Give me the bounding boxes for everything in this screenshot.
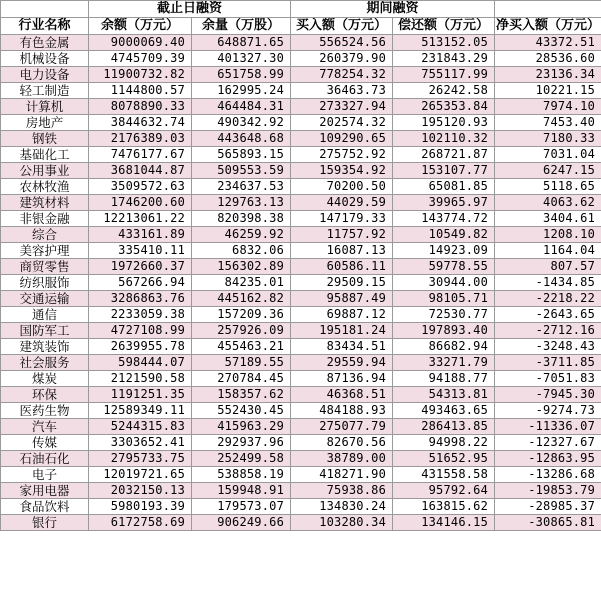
cell-balance: 3286863.76 (89, 291, 192, 307)
table-row (1, 451, 601, 467)
cell-balance: 3844632.74 (89, 115, 192, 131)
cell-industry: 电子 (1, 467, 89, 483)
cell-quantity: 156302.89 (192, 259, 291, 275)
cell-industry: 商贸零售 (1, 259, 89, 275)
cell-industry: 电力设备 (1, 67, 89, 83)
cell-quantity: 159948.91 (192, 483, 291, 499)
cell-net: 23136.34 (495, 67, 601, 83)
cell-balance: 12589349.11 (89, 403, 192, 419)
cell-net: 10221.15 (495, 83, 601, 99)
cell-industry: 综合 (1, 227, 89, 243)
cell-industry: 公用事业 (1, 163, 89, 179)
cell-quantity: 509553.59 (192, 163, 291, 179)
cell-net: -2712.16 (495, 323, 601, 339)
cell-balance: 1746200.60 (89, 195, 192, 211)
cell-industry: 机械设备 (1, 51, 89, 67)
cell-quantity: 179573.07 (192, 499, 291, 515)
cell-buy: 82670.56 (291, 435, 393, 451)
table-row (1, 371, 601, 387)
cell-balance: 2121590.58 (89, 371, 192, 387)
cell-net: -7051.83 (495, 371, 601, 387)
table-row (1, 51, 601, 67)
cell-quantity: 455463.21 (192, 339, 291, 355)
cell-quantity: 401327.30 (192, 51, 291, 67)
cell-balance: 2639955.78 (89, 339, 192, 355)
cell-quantity: 84235.01 (192, 275, 291, 291)
cell-repay: 10549.82 (393, 227, 495, 243)
cell-repay: 26242.58 (393, 83, 495, 99)
cell-industry: 建筑装饰 (1, 339, 89, 355)
cell-quantity: 270784.45 (192, 371, 291, 387)
cell-balance: 8078890.33 (89, 99, 192, 115)
cell-quantity: 234637.53 (192, 179, 291, 195)
cell-buy: 87136.94 (291, 371, 393, 387)
cell-balance: 433161.89 (89, 227, 192, 243)
table-row (1, 227, 601, 243)
cell-buy: 36463.73 (291, 83, 393, 99)
table-row (1, 243, 601, 259)
table-row (1, 35, 601, 51)
cell-repay: 72530.77 (393, 307, 495, 323)
table-row (1, 259, 601, 275)
cell-balance: 1972660.37 (89, 259, 192, 275)
cell-quantity: 6832.06 (192, 243, 291, 259)
cell-quantity: 252499.58 (192, 451, 291, 467)
cell-industry: 社会服务 (1, 355, 89, 371)
cell-industry: 石油石化 (1, 451, 89, 467)
cell-net: 1208.10 (495, 227, 601, 243)
cell-quantity: 490342.92 (192, 115, 291, 131)
cell-balance: 3681044.87 (89, 163, 192, 179)
cell-net: -19853.79 (495, 483, 601, 499)
table-row (1, 147, 601, 163)
column-header-balance: 余额（万元） (89, 18, 192, 35)
cell-industry: 通信 (1, 307, 89, 323)
cell-industry: 有色金属 (1, 35, 89, 51)
cell-repay: 30944.00 (393, 275, 495, 291)
cell-industry: 传媒 (1, 435, 89, 451)
cell-quantity: 565893.15 (192, 147, 291, 163)
table-row (1, 467, 601, 483)
cell-industry: 纺织服饰 (1, 275, 89, 291)
cell-buy: 11757.92 (291, 227, 393, 243)
cell-industry: 计算机 (1, 99, 89, 115)
cell-buy: 75938.86 (291, 483, 393, 499)
cell-buy: 29509.15 (291, 275, 393, 291)
cell-repay: 95792.64 (393, 483, 495, 499)
blank-header-cell (1, 1, 89, 18)
table-row (1, 83, 601, 99)
column-header-repay: 偿还额（万元） (393, 18, 495, 35)
cell-balance: 2795733.75 (89, 451, 192, 467)
cell-quantity: 648871.65 (192, 35, 291, 51)
cell-repay: 431558.58 (393, 467, 495, 483)
table-row (1, 195, 601, 211)
cell-balance: 1144800.57 (89, 83, 192, 99)
table-row (1, 499, 601, 515)
cell-balance: 3303652.41 (89, 435, 192, 451)
cell-balance: 598444.07 (89, 355, 192, 371)
cell-net: 3404.61 (495, 211, 601, 227)
cell-quantity: 820398.38 (192, 211, 291, 227)
cell-repay: 231843.29 (393, 51, 495, 67)
cell-industry: 银行 (1, 515, 89, 531)
cell-industry: 食品饮料 (1, 499, 89, 515)
cell-balance: 11900732.82 (89, 67, 192, 83)
cell-quantity: 158357.62 (192, 387, 291, 403)
cell-industry: 交通运输 (1, 291, 89, 307)
column-header-net: 净买入额（万元） (496, 18, 601, 33)
column-header-quantity: 余量（万股） (192, 18, 291, 35)
cell-net: 1164.04 (495, 243, 601, 259)
cell-repay: 39965.97 (393, 195, 495, 211)
cell-balance: 4745709.39 (89, 51, 192, 67)
cell-net: 7180.33 (495, 131, 601, 147)
cell-net: -12863.95 (495, 451, 601, 467)
cell-net: -13286.68 (495, 467, 601, 483)
cell-buy: 95887.49 (291, 291, 393, 307)
cell-quantity: 415963.29 (192, 419, 291, 435)
cell-repay: 14923.09 (393, 243, 495, 259)
table-body (1, 35, 601, 531)
cell-quantity: 292937.96 (192, 435, 291, 451)
cell-repay: 54313.81 (393, 387, 495, 403)
cell-repay: 195120.93 (393, 115, 495, 131)
cell-industry: 医药生物 (1, 403, 89, 419)
cell-industry: 轻工制造 (1, 83, 89, 99)
cell-repay: 59778.55 (393, 259, 495, 275)
table-row (1, 515, 601, 531)
cell-balance: 1191251.35 (89, 387, 192, 403)
cell-buy: 275077.79 (291, 419, 393, 435)
cell-balance: 4727108.99 (89, 323, 192, 339)
cell-quantity: 157209.36 (192, 307, 291, 323)
cell-buy: 273327.94 (291, 99, 393, 115)
blank-header-cell (495, 1, 601, 18)
cell-repay: 163815.62 (393, 499, 495, 515)
cell-buy: 484188.93 (291, 403, 393, 419)
cell-net: -9274.73 (495, 403, 601, 419)
cell-buy: 46368.51 (291, 387, 393, 403)
cell-repay: 268721.87 (393, 147, 495, 163)
cell-balance: 5980193.39 (89, 499, 192, 515)
cell-buy: 29559.94 (291, 355, 393, 371)
table-row (1, 435, 601, 451)
table-row (1, 339, 601, 355)
cell-balance: 9000069.40 (89, 35, 192, 51)
cell-industry: 家用电器 (1, 483, 89, 499)
cell-quantity: 57189.55 (192, 355, 291, 371)
cell-industry: 基础化工 (1, 147, 89, 163)
table-row (1, 291, 601, 307)
cell-quantity: 129763.13 (192, 195, 291, 211)
table-row (1, 355, 601, 371)
cell-net: -3248.43 (495, 339, 601, 355)
cell-balance: 2032150.13 (89, 483, 192, 499)
cell-repay: 33271.79 (393, 355, 495, 371)
cell-quantity: 162995.24 (192, 83, 291, 99)
cell-repay: 94188.77 (393, 371, 495, 387)
table-row (1, 419, 601, 435)
cell-repay: 286413.85 (393, 419, 495, 435)
cell-balance: 12213061.22 (89, 211, 192, 227)
cell-net: 43372.51 (495, 35, 601, 51)
cell-quantity: 443648.68 (192, 131, 291, 147)
cell-quantity: 906249.66 (192, 515, 291, 531)
cell-net: -28985.37 (495, 499, 601, 515)
cell-repay: 98105.71 (393, 291, 495, 307)
table-row (1, 275, 601, 291)
cell-industry: 国防军工 (1, 323, 89, 339)
cell-repay: 94998.22 (393, 435, 495, 451)
cell-buy: 60586.11 (291, 259, 393, 275)
cell-industry: 煤炭 (1, 371, 89, 387)
cell-net: 7453.40 (495, 115, 601, 131)
table-row (1, 387, 601, 403)
table-row (1, 403, 601, 419)
cell-balance: 567266.94 (89, 275, 192, 291)
cell-buy: 70200.50 (291, 179, 393, 195)
cell-net: -1434.85 (495, 275, 601, 291)
cell-repay: 102110.32 (393, 131, 495, 147)
cell-buy: 159354.92 (291, 163, 393, 179)
cell-balance: 5244315.83 (89, 419, 192, 435)
cell-net: 6247.15 (495, 163, 601, 179)
cell-net: 4063.62 (495, 195, 601, 211)
table-row (1, 67, 601, 83)
cell-repay: 153107.77 (393, 163, 495, 179)
cell-quantity: 46259.92 (192, 227, 291, 243)
cell-repay: 265353.84 (393, 99, 495, 115)
cell-repay: 513152.05 (393, 35, 495, 51)
cell-industry: 房地产 (1, 115, 89, 131)
cell-repay: 197893.40 (393, 323, 495, 339)
cell-buy: 38789.00 (291, 451, 393, 467)
cell-balance: 6172758.69 (89, 515, 192, 531)
table-row (1, 131, 601, 147)
cell-repay: 143774.72 (393, 211, 495, 227)
cell-buy: 16087.13 (291, 243, 393, 259)
cell-quantity: 552430.45 (192, 403, 291, 419)
cell-net: 807.57 (495, 259, 601, 275)
cell-net: 7031.04 (495, 147, 601, 163)
cell-repay: 755117.99 (393, 67, 495, 83)
group-header-period: 期间融资 (291, 1, 495, 18)
cell-quantity: 538858.19 (192, 467, 291, 483)
cell-repay: 51652.95 (393, 451, 495, 467)
cell-balance: 2233059.38 (89, 307, 192, 323)
cell-industry: 汽车 (1, 419, 89, 435)
cell-net: -12327.67 (495, 435, 601, 451)
cell-quantity: 445162.82 (192, 291, 291, 307)
table-row (1, 483, 601, 499)
cell-net: -3711.85 (495, 355, 601, 371)
table-row (1, 307, 601, 323)
group-header-row (1, 1, 601, 18)
cell-net: -7945.30 (495, 387, 601, 403)
cell-buy: 195181.24 (291, 323, 393, 339)
cell-net: -2643.65 (495, 307, 601, 323)
cell-buy: 69887.12 (291, 307, 393, 323)
cell-quantity: 464484.31 (192, 99, 291, 115)
table-row (1, 115, 601, 131)
cell-balance: 3509572.63 (89, 179, 192, 195)
column-header-row (1, 18, 601, 35)
cell-net: -30865.81 (495, 515, 601, 531)
cell-repay: 493463.65 (393, 403, 495, 419)
cell-net: -2218.22 (495, 291, 601, 307)
cell-buy: 260379.90 (291, 51, 393, 67)
cell-buy: 134830.24 (291, 499, 393, 515)
cell-industry: 非银金融 (1, 211, 89, 227)
table-row (1, 323, 601, 339)
cell-balance: 12019721.65 (89, 467, 192, 483)
column-header-industry: 行业名称 (1, 18, 89, 35)
cell-industry: 美容护理 (1, 243, 89, 259)
cell-quantity: 651758.99 (192, 67, 291, 83)
table-row (1, 99, 601, 115)
cell-balance: 335410.11 (89, 243, 192, 259)
cell-buy: 418271.90 (291, 467, 393, 483)
cell-repay: 65081.85 (393, 179, 495, 195)
cell-buy: 83434.51 (291, 339, 393, 355)
cell-industry: 建筑材料 (1, 195, 89, 211)
cell-buy: 275752.92 (291, 147, 393, 163)
table-row (1, 179, 601, 195)
cell-quantity: 257926.09 (192, 323, 291, 339)
cell-buy: 556524.56 (291, 35, 393, 51)
cell-industry: 环保 (1, 387, 89, 403)
column-header-buy: 买入额（万元） (291, 18, 393, 35)
cell-balance: 2176389.03 (89, 131, 192, 147)
cell-buy: 778254.32 (291, 67, 393, 83)
cell-buy: 103280.34 (291, 515, 393, 531)
table-row (1, 163, 601, 179)
cell-industry: 农林牧渔 (1, 179, 89, 195)
cell-repay: 134146.15 (393, 515, 495, 531)
cell-net: 28536.60 (495, 51, 601, 67)
cell-net: 5118.65 (495, 179, 601, 195)
cell-repay: 86682.94 (393, 339, 495, 355)
cell-net: -11336.07 (495, 419, 601, 435)
cell-buy: 109290.65 (291, 131, 393, 147)
cell-net: 7974.10 (495, 99, 601, 115)
table-row (1, 211, 601, 227)
cell-buy: 147179.33 (291, 211, 393, 227)
cell-buy: 44029.59 (291, 195, 393, 211)
cell-balance: 7476177.67 (89, 147, 192, 163)
cell-buy: 202574.32 (291, 115, 393, 131)
cell-industry: 钢铁 (1, 131, 89, 147)
group-header-closing-day: 截止日融资 (89, 1, 291, 18)
